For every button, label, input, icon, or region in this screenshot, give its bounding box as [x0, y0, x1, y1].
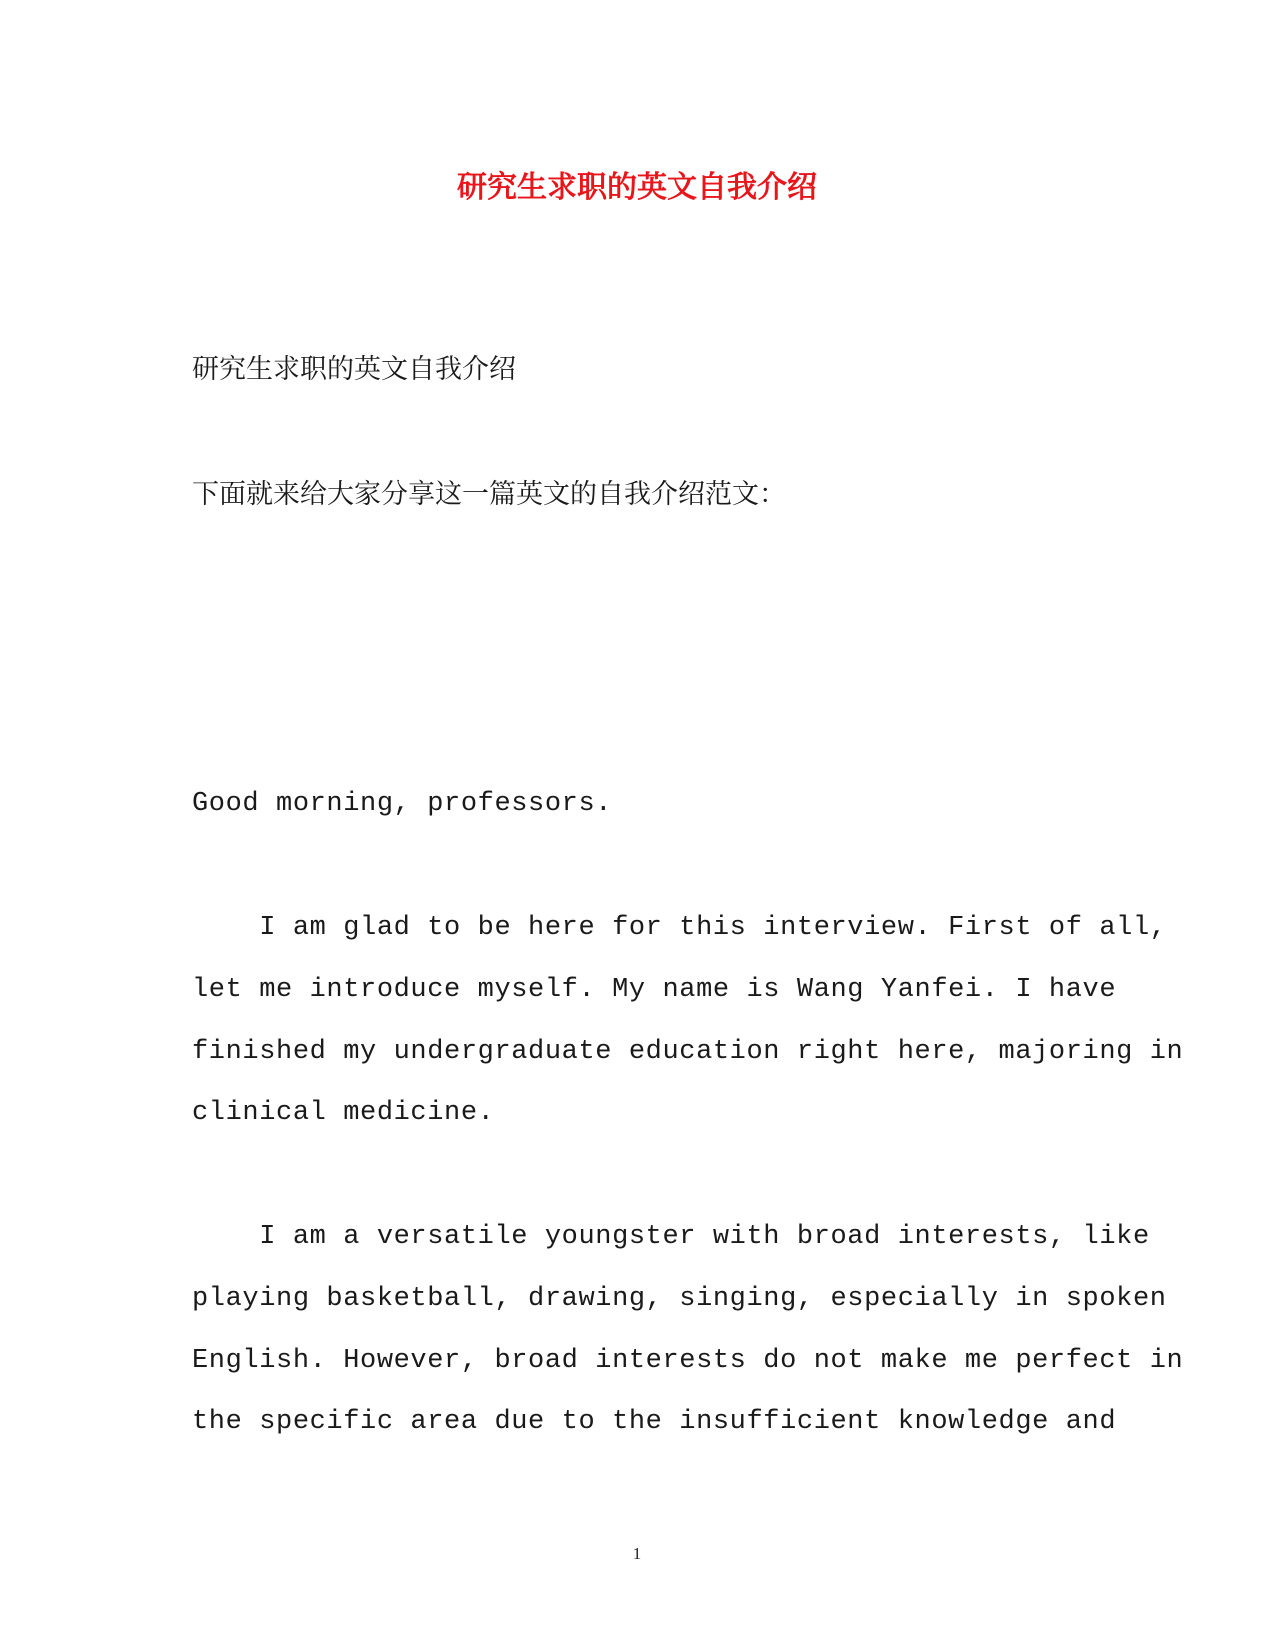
intro-text: 下面就来给大家分享这一篇英文的自我介绍范文： — [192, 479, 786, 510]
paragraph-line: the specific area due to the insufficient knowledge and — [192, 1407, 1117, 1437]
paragraph-line: English. However, broad interests do not make me perfect in — [192, 1346, 1184, 1376]
paragraph-line: let me introduce myself. My name is Wang Yanfei. I have — [192, 975, 1117, 1005]
document-title: 研究生求职的英文自我介绍 — [457, 170, 817, 205]
paragraph-line: I am glad to be here for this interview. First of all, — [192, 913, 1167, 943]
paragraph-line: clinical medicine. — [192, 1098, 495, 1128]
heading-repeat: 研究生求职的英文自我介绍 — [192, 354, 516, 385]
greeting-text: Good morning, professors. — [192, 789, 613, 819]
page-number: 1 — [632, 1544, 642, 1563]
paragraph-line: finished my undergraduate education right here, majoring in — [192, 1037, 1184, 1067]
paragraph-line: playing basketball, drawing, singing, especially in spoken — [192, 1284, 1167, 1314]
paragraph-line: I am a versatile youngster with broad interests, like — [192, 1222, 1150, 1252]
